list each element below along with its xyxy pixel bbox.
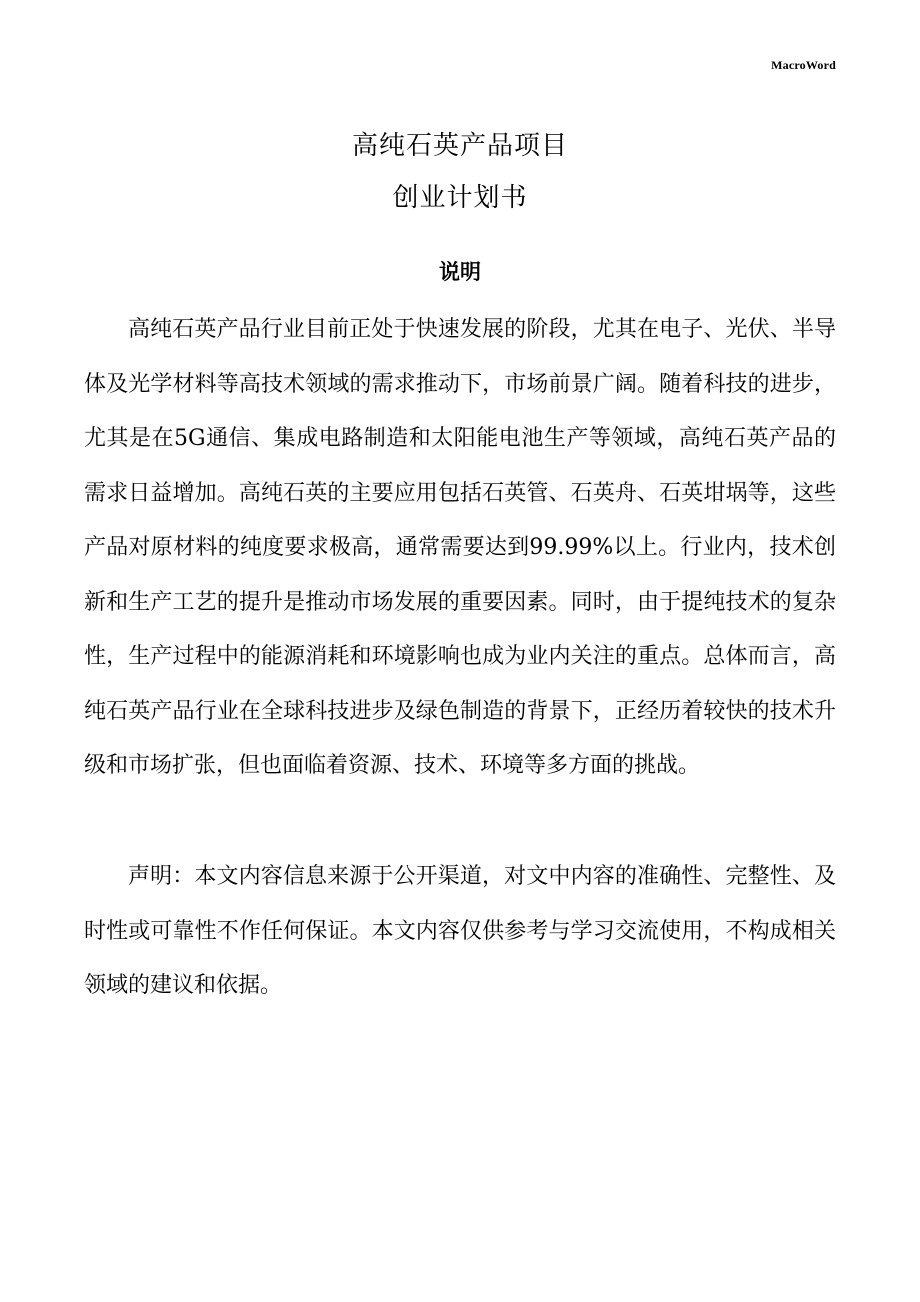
document-title (0, 120, 920, 224)
title-line-1: 高纯石英产品项目 (351, 131, 568, 161)
body-paragraph-description: 高纯石英产品行业目前正处于快速发展的阶段，尤其在电子、光伏、半导体及光学材料等高技术领域的需求推动下，市场前景广阔。随着科技的进步，尤其是在5G通信、集成电路制造和太阳能电池生产等领域，高纯石英产品的需求日益增加。高纯石英的主要应用包括石英管、石英舟、石英坩埚等，这些产品对原材料的纯度要求极高，通常需要达到99.99%以上。行业内，技术创新和生产工艺的提升是推动市场发展的重要因素。同时，由于提纯技术的复杂性，生产过程中的能源消耗和环境影响也成为业内关注的重点。总体而言，高纯石英产品行业在全球科技进步及绿色制造的背景下，正经历着较快的技术升级和市场扩张，但也面临着资源、技术、环境等多方面的挑战。 (84, 317, 836, 778)
title-line-2: 创业计划书 (392, 183, 528, 213)
body-paragraph-disclaimer: 声明：本文内容信息来源于公开渠道，对文中内容的准确性、完整性、及时性或可靠性不作任何保证。本文内容仅供参考与学习交流使用，不构成相关领域的建议和依据。 (84, 864, 836, 998)
header-brand: MacroWord (771, 58, 836, 72)
section-heading: 说明 (439, 260, 481, 284)
